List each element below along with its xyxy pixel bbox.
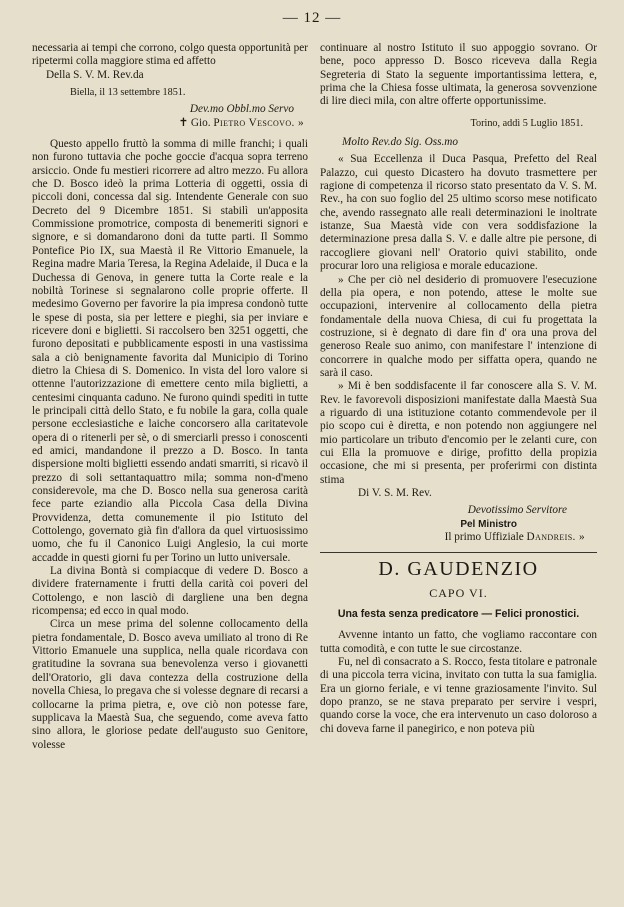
letter-servant: Devotissimo Servitore (467, 504, 567, 517)
body-paragraph: Circa un mese prima del solenne collocamento della pietra fondamentale, D. Bosco aveva umiliato al trono di Re Vittorio Emanuele una supplica, nella quale ricordava con gratitudine la sovrana sua benevolenza verso i giovanetti dell'Oratorio, gli dava contezza della costruzione della novella Chiesa, lo pregava che si volesse degnare di recarsi a collocarne la prima pietra, e, ove ciò non potesse fare, supplicava la Maestà Sua, che seguendo, come aveva fatto sino allora, le gloriose pedate dell'augusto suo Genitore, volesse (32, 618, 308, 751)
letter-paragraph: « Sua Eccellenza il Duca Pasqua, Prefetto del Real Palazzo, cui questo Dicastero ha dovuto trasmettere per ragione di competenza il ricorso stato presentato da V. S. M. Rev., ha con suo foglio del 25 ultimo scorso mese notificato che, avendo rassegnato alle reali determinazioni le inoltrate istanze, Sua Maestà vide con vera soddisfazione la determinazione presa dalla S. V. e dalle altre pie persone, di raccogliere giovani nell' Oratorio quivi stabilito, onde procurar loro una religiosa e morale educazione. (320, 153, 597, 273)
serial-title: D. GAUDENZIO (378, 558, 539, 581)
official-name: Dandreis. » (526, 531, 585, 544)
letter-place-date: Torino, addì 5 Luglio 1851. (470, 117, 583, 129)
chapter-subtitle: Una festa senza predicatore — Felici pronostici. (337, 608, 580, 621)
letter-salutation: Molto Rev.do Sig. Oss.mo (342, 136, 459, 149)
signature-prefix: ✝ Gio. (178, 116, 214, 129)
letter-closing-text: necessaria ai tempi che corrono, colgo questa opportunità per ripetermi colla maggiore stima ed affetto (32, 42, 308, 68)
body-paragraph: Questo appello fruttò la somma di mille franchi; i quali non furono tuttavia che poche goccie d'acqua sopra terreno arsiccio. Onde fu mestieri ricorrere ad altro mezzo. Fu allora che D. Bosco ideò la prima Lotteria di oggetti, ossia di piccoli doni, concessa dal sig. Intendente Generale con suo Decreto del 9 Dicembre 1851. Si stabilì un'apposita Commissione promotrice, composta di benemeriti signori e signore, e si domandarono doni da tutte parti. Il Sommo Pontefice Pio IX, sua Maestà il Re Vittorio Emanuele, la Regina madre Maria Teresa, la Regina Adelaide, il Duca e la Duchessa di Genova, in genere tutta la Corte reale e la nobiltà Torinese si segnalarono colle proprie offerte. Il medesimo Governo per favorire la pia impresa condonò tutte le spese di posta, sia per lettere e pieghi, sia per inviare e ricevere doni e biglietti. Si raccolsero ben 3251 oggetti, che furono depositati e pubblicamente esposti in una vastissima sala a ciò benignamente favorita dal Municipio di Torino dietro la Chiesa di S. Domenico. In vista del loro valore si ottenne l'autorizzazione di emettere cento mila biglietti, a centesimi cinquanta caduno. Ne furono quindi spediti in tutte le principali città dello Stato, e fu nobile la gara, colla quale persone ecclesiastiche e laiche concorsero alla caritatevole opera di o ritenerli per sè, o di smerciarli presso i conoscenti ed amici, mandandone il prezzo a D. Bosco. In tanta dispersione molti biglietti essendo andati smarriti, si ricavò il prezzo di soli settantaquattro mila; somma non-d'meno considerevole, ma che D. Bosco nella sua generosa carità fece parte eziandio alla Piccola Casa della Divina Provvidenza, detta comunemente il pio Istituto del Cottolengo, governato già fin d'allora da quel virtuosissimo uomo, che fu il Canonico Luigi Anglesio, la cui morte accadde in questi giorni fu per Torino un lutto universale. (32, 138, 308, 564)
letter-closing: Di V. S. M. Rev. (358, 487, 432, 499)
body-paragraph: continuare al nostro Istituto il suo appoggio sovrano. Or bene, poco appresso D. Bosco riceveva dalla Regia Segreteria di Stato la seguente importantissima lettera, e, prima che la Chiesa fosse ultimata, la generosa sovvenzione di lire dieci mila, con altre offerte opportunissime. (320, 42, 597, 108)
official-prefix: Il primo Uffiziale (444, 531, 527, 544)
letter-signoff: Dev.mo Obbl.mo Servo (189, 103, 294, 116)
chapter-heading: CAPO VI. (429, 585, 488, 600)
section-divider (320, 552, 597, 553)
letter-paragraph: » Che per ciò nel desiderio di promuovere l'esecuzione della pia opera, e non potendo, attese le molte sue occupazioni, intervenire al collocamento della pietra fondamentale della nuova Chiesa, di cui fu progettata la costruzione, si è degnato di dare fin d' ora una prova del generoso Reale suo animo, con manifestare l' intenzione di concorrere in qualche modo per siffatta opera, quando ne sarà il caso. (320, 273, 597, 379)
left-column (32, 42, 308, 752)
letter-official (320, 531, 597, 544)
letter-paragraph: » Mi è ben soddisfacente il far conoscere alla S. V. M. Rev. le favorevoli disposizioni manifestate dalla Maestà Sua a riguardo di una istituzione cotanto commendevole per il pio scopo cui è diretta, e non potendo non aggiungere nel mio particolare un tributo d'encomio per le zelanti cure, con cui Ella la promuove e dirige, profitto della propizia occasione, che mi si presenta, per proferirmi con distinta stima (320, 380, 597, 486)
body-paragraph: La divina Bontà si compiacque di vedere D. Bosco a dividere fraternamente i frutti della carità coi poveri del Cottolengo, e non lasciò di dargliene una ben degna ricompensa; ed ecco in qual modo. (32, 565, 308, 618)
letter-for-minister: Pel Ministro (460, 518, 517, 530)
letter-salutation: Della S. V. M. Rev.da (46, 68, 144, 81)
story-paragraph: Fu, nel dì consacrato a S. Rocco, festa titolare e patronale di una piccola terra vicina, invitato con tutta la sua famiglia. Era un giorno feriale, e vi tenne graziosamente l'invito. Sul dopo pranzo, se ne stava preparato per servire i vespri, quando corse la voce, che era intervenuto un caso doloroso a chi doveva farne il panegirico, e non poteva più (320, 656, 597, 735)
story-paragraph: Avvenne intanto un fatto, che vogliamo raccontare con tutta comodità, e con tutte le sue circostanze. (320, 629, 597, 655)
letter-signature (32, 117, 308, 130)
signature-name: Pietro Vescovo. » (213, 116, 304, 129)
right-column (320, 42, 597, 736)
letter-place-date: Biella, il 13 settembre 1851. (70, 87, 186, 99)
page-number: — 12 — (282, 10, 342, 26)
